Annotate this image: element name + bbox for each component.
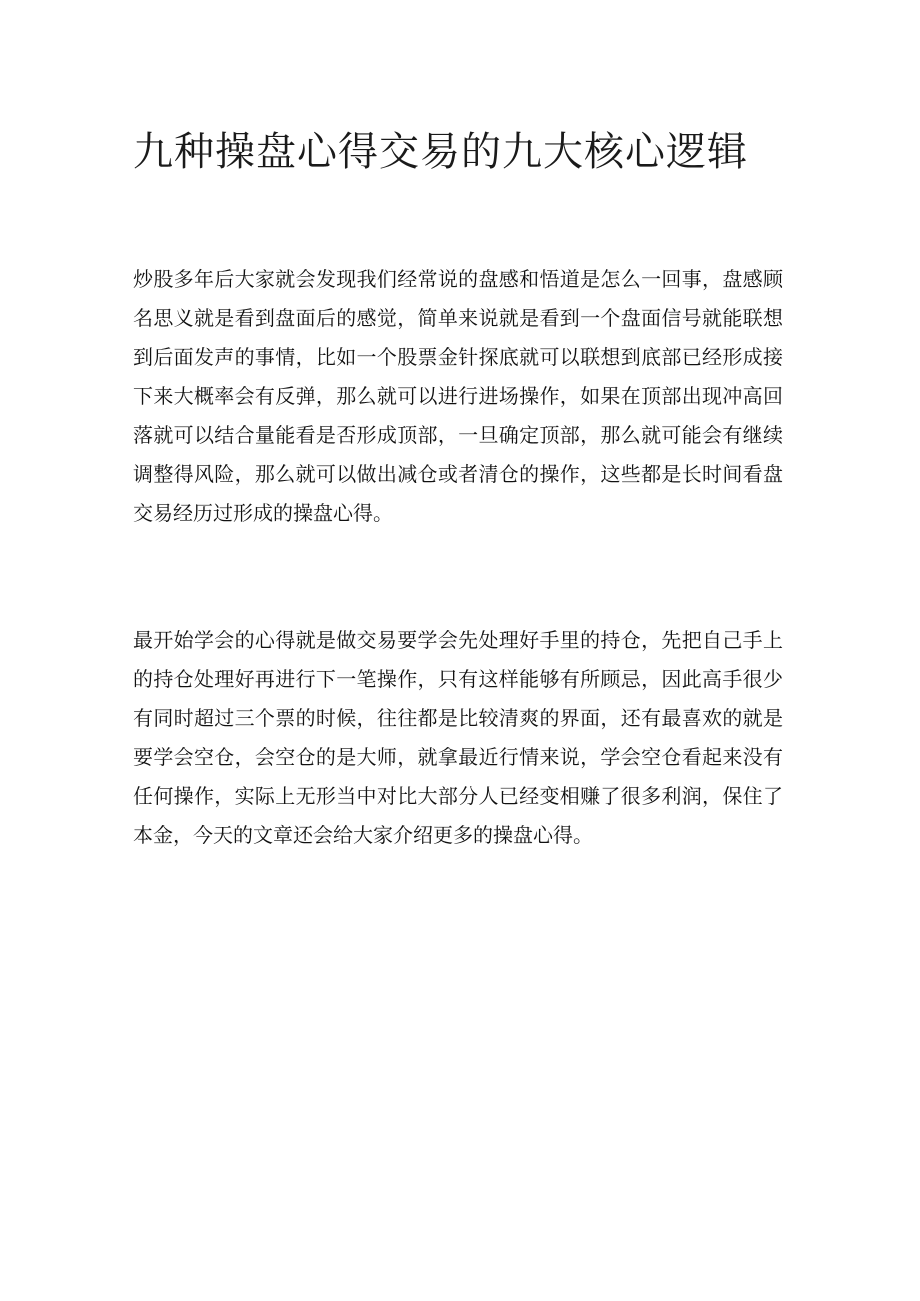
- paragraph-2-block: [133, 621, 783, 855]
- paragraph-1-block: [133, 260, 783, 533]
- paragraph-1: 炒股多年后大家就会发现我们经常说的盘感和悟道是怎么一回事，盘感顾名思义就是看到盘面后的感觉，简单来说就是看到一个盘面信号就能联想到后面发声的事情，比如一个股票金针探底就可以联想到底部已经形成接下来大概率会有反弹，那么就可以进行进场操作，如果在顶部出现冲高回落就可以结合量能看是否形成顶部，一旦确定顶部，那么就可能会有继续调整得风险，那么就可以做出减仓或者清仓的操作，这些都是长时间看盘交易经历过形成的操盘心得。: [133, 267, 783, 525]
- document-title: 九种操盘心得交易的九大核心逻辑: [133, 129, 748, 175]
- paragraph-2: 最开始学会的心得就是做交易要学会先处理好手里的持仓，先把自己手上的持仓处理好再进行下一笔操作，只有这样能够有所顾忌，因此高手很少有同时超过三个票的时候，往往都是比较清爽的界面，还有最喜欢的就是要学会空仓，会空仓的是大师，就拿最近行情来说，学会空仓看起来没有任何操作，实际上无形当中对比大部分人已经变相赚了很多利润，保住了本金，今天的文章还会给大家介绍更多的操盘心得。: [133, 628, 783, 847]
